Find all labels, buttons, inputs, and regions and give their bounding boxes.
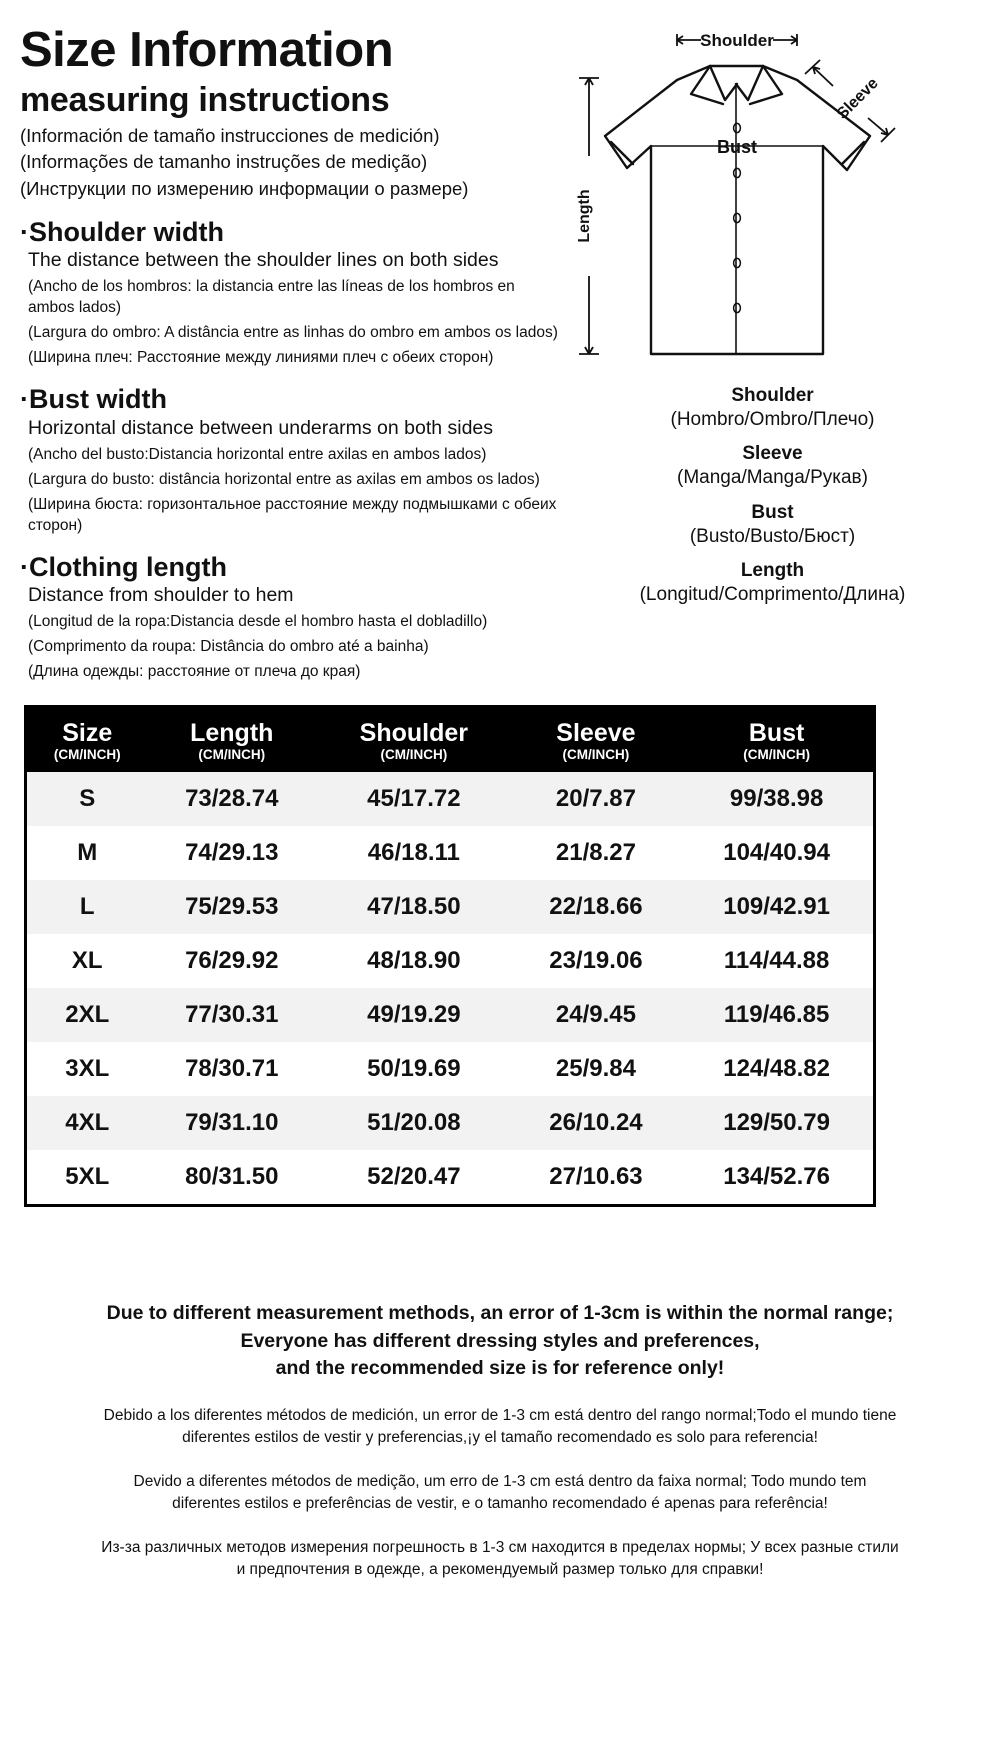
disclaimer-ru <box>60 1537 940 1581</box>
section-clothing-length <box>20 553 565 683</box>
cell-shoulder: 46/18.11 <box>367 839 460 867</box>
disclaimer-en-line-1: Due to different measurement methods, an error of 1-3cm is within the normal range; <box>106 1302 894 1324</box>
section-heading <box>20 218 565 246</box>
page-subtitle: measuring instructions <box>20 81 390 119</box>
instructions-column <box>20 18 565 683</box>
table-row <box>27 772 873 826</box>
section-heading-label: Clothing length <box>29 551 227 582</box>
disclaimer-pt-line-2: diferentes estilos e preferências de vestir, e o tamanho recomendado é apenas para referência! <box>172 1495 828 1513</box>
cell-length: 75/29.53 <box>185 893 279 921</box>
disclaimer-ru-line-2: и предпочтения в одежде, а рекомендуемый размер только для справки! <box>236 1561 764 1579</box>
cell-sleeve: 24/9.45 <box>555 1001 636 1029</box>
page-title: Size Information <box>20 23 394 77</box>
diagram-legend <box>565 384 980 608</box>
cell-shoulder: 52/20.47 <box>367 1163 461 1191</box>
table-row <box>27 1096 873 1150</box>
section-description-pt: (Comprimento da roupa: Distância do ombro até a bainha) <box>28 638 429 656</box>
disclaimer-ru-line-1: Из-за различных методов измерения погрешность в 1-3 см находится в пределах нормы; У всех разные стили <box>101 1539 899 1557</box>
table-row <box>27 826 873 880</box>
column-header-label: Size <box>62 719 113 747</box>
section-description: Distance from shoulder to hem <box>28 583 294 606</box>
section-heading-label: Bust width <box>29 384 167 415</box>
header-translation-es: (Información de tamaño instrucciones de medición) <box>20 125 440 146</box>
cell-length: 74/29.13 <box>185 839 279 867</box>
legend-label-tr: (Hombro/Ombro/Плечо) <box>670 408 875 430</box>
section-description-ru: (Ширина плеч: Расстояние между линиями плеч с обеих сторон) <box>28 349 494 367</box>
diagram-label-bust: Bust <box>717 137 757 157</box>
header-translation-ru: (Инструкции по измерению информации о размере) <box>20 177 469 199</box>
disclaimer-pt <box>60 1471 940 1515</box>
section-shoulder-width <box>20 218 565 369</box>
cell-sleeve: 22/18.66 <box>549 893 643 921</box>
table-row <box>27 934 873 988</box>
legend-label-tr: (Busto/Busto/Бюст) <box>689 525 856 547</box>
cell-bust: 99/38.98 <box>729 785 824 813</box>
column-header-unit: (CM/INCH) <box>743 747 810 763</box>
column-header-size <box>27 708 147 772</box>
disclaimer-es <box>60 1405 940 1449</box>
diagram-column <box>565 18 980 683</box>
column-header-unit: (CM/INCH) <box>53 747 121 763</box>
table-row <box>27 988 873 1042</box>
shirt-measurement-diagram <box>565 18 980 378</box>
section-description-pt: (Largura do ombro: A distância entre as linhas do ombro em ambos os lados) <box>28 324 558 342</box>
cell-length: 80/31.50 <box>185 1163 279 1191</box>
section-description-es: (Ancho de los hombros: la distancia entre las líneas de los hombros en ambos lados) <box>28 278 515 317</box>
footer-disclaimer <box>0 1300 1000 1581</box>
table-row <box>27 1150 873 1204</box>
column-header-unit: (CM/INCH) <box>562 747 630 763</box>
top-area <box>0 0 1000 683</box>
disclaimer-en-line-3: and the recommended size is for reference only! <box>275 1357 725 1380</box>
cell-size: 3XL <box>65 1055 110 1083</box>
cell-bust: 134/52.76 <box>723 1163 830 1191</box>
table-body <box>27 772 873 1204</box>
section-description-ru: (Ширина бюста: горизонтальное расстояние между подмышками с обеих сторон) <box>28 495 557 534</box>
section-heading <box>20 385 565 413</box>
table-header <box>27 708 873 772</box>
column-header-length <box>147 708 316 772</box>
cell-size: M <box>77 839 98 867</box>
legend-label-tr: (Manga/Manga/Рукав) <box>677 467 868 489</box>
column-header-bust <box>680 708 873 772</box>
disclaimer-pt-line-1: Devido a diferentes métodos de medição, um erro de 1-3 cm está dentro da faixa normal; Todo mundo tem <box>133 1473 867 1491</box>
cell-sleeve: 27/10.63 <box>549 1163 643 1191</box>
cell-length: 73/28.74 <box>185 785 279 813</box>
section-description-es: (Ancho del busto:Distancia horizontal entre axilas en ambos lados) <box>28 445 487 463</box>
column-header-unit: (CM/INCH) <box>380 747 448 763</box>
section-description-es: (Longitud de la ropa:Distancia desde el hombro hasta el dobladillo) <box>28 613 488 631</box>
diagram-label-sleeve: Sleeve <box>833 74 882 123</box>
bullet-icon: · <box>20 216 29 247</box>
cell-bust: 114/44.88 <box>723 947 830 975</box>
section-description-ru: (Длина одежды: расстояние от плеча до края) <box>28 663 361 681</box>
column-header-label: Bust <box>748 719 805 747</box>
section-description: Horizontal distance between underarms on both sides <box>28 416 494 439</box>
cell-length: 77/30.31 <box>185 1001 279 1029</box>
column-header-unit: (CM/INCH) <box>198 747 266 763</box>
cell-sleeve: 21/8.27 <box>555 839 636 867</box>
column-header-sleeve <box>512 708 681 772</box>
cell-size: 5XL <box>65 1163 110 1191</box>
legend-label-en: Bust <box>751 501 794 523</box>
table-header-row <box>27 708 873 772</box>
shirt-illustration-svg <box>565 18 980 378</box>
cell-size: XL <box>71 947 103 975</box>
cell-shoulder: 45/17.72 <box>367 785 461 813</box>
cell-size: L <box>79 893 95 921</box>
diagram-label-shoulder: Shoulder <box>700 31 774 50</box>
section-bust-width <box>20 385 565 536</box>
cell-bust: 129/50.79 <box>723 1109 830 1137</box>
table-row <box>27 880 873 934</box>
cell-bust: 104/40.94 <box>723 839 830 867</box>
legend-item-length <box>565 559 980 607</box>
cell-shoulder: 49/19.29 <box>367 1001 461 1029</box>
column-header-shoulder <box>316 708 512 772</box>
cell-shoulder: 51/20.08 <box>367 1109 461 1137</box>
cell-sleeve: 25/9.84 <box>555 1055 636 1083</box>
disclaimer-es-line-1: Debido a los diferentes métodos de medición, un error de 1-3 cm está dentro del rango normal;Todo el mundo tiene <box>103 1407 897 1425</box>
column-header-label: Length <box>190 719 274 747</box>
disclaimer-es-line-2: diferentes estilos de vestir y preferencias,¡y el tamaño recomendado es solo para referencia! <box>182 1429 818 1447</box>
header-translation-pt: (Informações de tamanho instruções de medição) <box>20 151 428 173</box>
cell-sleeve: 20/7.87 <box>555 785 636 813</box>
cell-shoulder: 48/18.90 <box>367 947 461 975</box>
legend-label-en: Shoulder <box>731 385 814 406</box>
bullet-icon: · <box>20 551 29 582</box>
diagram-label-length: Length <box>576 189 593 243</box>
cell-sleeve: 26/10.24 <box>549 1109 643 1137</box>
section-description: The distance between the shoulder lines on both sides <box>28 249 499 272</box>
column-header-label: Sleeve <box>556 719 636 747</box>
column-header-label: Shoulder <box>359 719 469 747</box>
legend-label-en: Sleeve <box>742 443 803 465</box>
table-row <box>27 1042 873 1096</box>
cell-size: 4XL <box>65 1109 110 1137</box>
disclaimer-en-line-2: Everyone has different dressing styles and preferences, <box>240 1329 760 1352</box>
section-heading <box>20 553 565 581</box>
size-chart-table-wrapper <box>24 705 876 1207</box>
cell-bust: 119/46.85 <box>723 1001 830 1029</box>
cell-bust: 109/42.91 <box>723 893 830 921</box>
legend-label-en: Length <box>740 560 805 582</box>
legend-item-shoulder <box>565 384 980 432</box>
legend-label-tr: (Longitud/Comprimento/Длина) <box>639 584 906 606</box>
cell-length: 79/31.10 <box>185 1109 279 1137</box>
bullet-icon: · <box>20 384 29 415</box>
section-description-pt: (Largura do busto: distância horizontal entre as axilas em ambos os lados) <box>28 470 540 488</box>
legend-item-bust <box>565 501 980 549</box>
cell-shoulder: 50/19.69 <box>367 1055 461 1083</box>
legend-item-sleeve <box>565 442 980 490</box>
cell-length: 76/29.92 <box>185 947 279 975</box>
cell-size: 2XL <box>65 1001 110 1029</box>
size-chart-table <box>27 708 873 1204</box>
cell-length: 78/30.71 <box>185 1055 279 1083</box>
cell-shoulder: 47/18.50 <box>367 893 461 921</box>
cell-sleeve: 23/19.06 <box>549 947 643 975</box>
cell-size: S <box>79 785 96 813</box>
section-heading-label: Shoulder width <box>29 216 224 247</box>
cell-bust: 124/48.82 <box>723 1055 830 1083</box>
